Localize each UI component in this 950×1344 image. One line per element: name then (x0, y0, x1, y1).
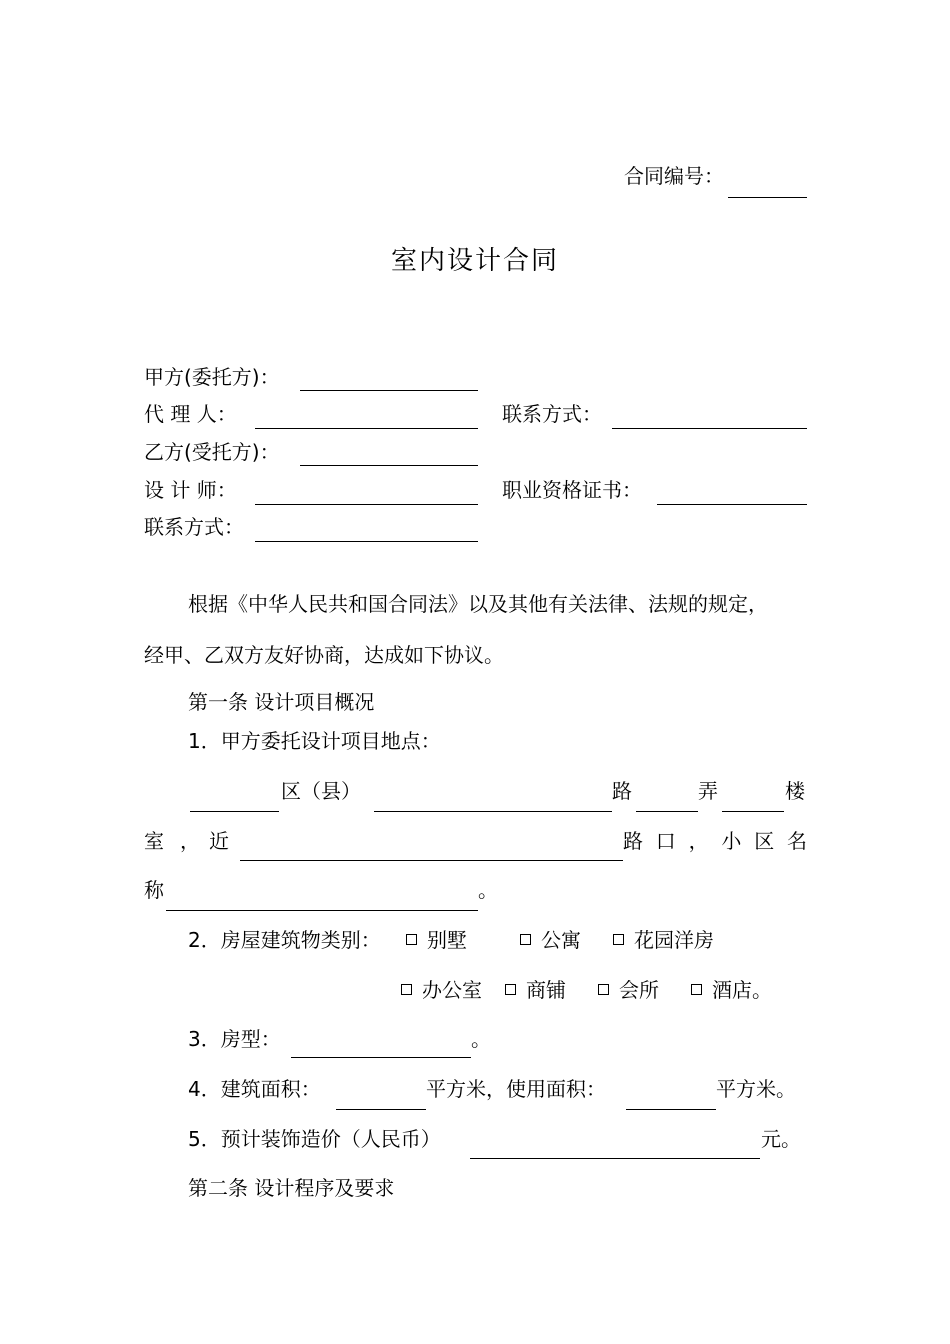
type-shop[interactable]: 商铺 (505, 978, 566, 1002)
contact-b-label: 联系方式： (144, 515, 244, 539)
junction-char: ， (688, 829, 709, 853)
type-office[interactable]: 办公室 (401, 978, 482, 1002)
party-a-field[interactable] (300, 390, 478, 391)
contract-number-field[interactable] (728, 197, 807, 198)
document-title: 室内设计合同 (390, 246, 559, 276)
item-1-label: 1．甲方委托设计项目地点： (188, 729, 441, 753)
contact-a-field[interactable] (612, 428, 807, 429)
item-3-end: 。 (471, 1027, 491, 1051)
type-hotel[interactable]: 酒店。 (691, 978, 772, 1002)
party-a-label: 甲方(委托方)： (144, 365, 280, 389)
junction-char: 小 (721, 829, 742, 853)
certificate-field[interactable] (657, 504, 807, 505)
certificate-label: 职业资格证书： (502, 478, 642, 502)
junction-char: 区 (754, 829, 775, 853)
checkbox-icon[interactable] (691, 984, 702, 995)
near-road-field[interactable] (240, 860, 623, 861)
item-2-label: 2．房屋建筑物类别： (188, 928, 381, 952)
article-1-heading: 第一条 设计项目概况 (188, 690, 375, 714)
name-label: 称 (144, 878, 164, 902)
road-field[interactable] (374, 811, 612, 812)
area-unit-label: 平方米。 (716, 1077, 796, 1101)
checkbox-icon[interactable] (406, 934, 417, 945)
type-apartment[interactable]: 公寓 (520, 928, 581, 952)
preamble-line-2: 经甲、乙双方友好协商，达成如下协议。 (144, 643, 504, 667)
address-comma: ， (180, 829, 200, 853)
designer-label: 设 计 师： (144, 478, 237, 502)
currency-unit-label: 元。 (761, 1127, 801, 1151)
preamble-line-1: 根据《中华人民共和国合同法》以及其他有关法律、法规的规定， (188, 592, 768, 616)
junction-char: 路 (623, 829, 643, 853)
junction-text (623, 829, 807, 853)
junction-char: 口 (655, 829, 676, 853)
usable-area-field[interactable] (626, 1109, 716, 1110)
checkbox-icon[interactable] (505, 984, 516, 995)
contract-number-label: 合同编号： (624, 164, 724, 188)
building-area-field[interactable] (336, 1109, 426, 1110)
district-label: 区（县） (281, 779, 361, 803)
item-4-label: 4．建筑面积： (188, 1077, 321, 1101)
checkbox-icon[interactable] (598, 984, 609, 995)
party-b-field[interactable] (300, 465, 478, 466)
party-b-label: 乙方(受托方)： (144, 440, 280, 464)
item-3-label: 3．房型： (188, 1027, 281, 1051)
checkbox-icon[interactable] (401, 984, 412, 995)
type-garden-house[interactable]: 花园洋房 (613, 928, 714, 952)
room-label: 室 (144, 829, 164, 853)
contact-a-label: 联系方式： (502, 402, 602, 426)
building-label: 楼 (785, 779, 805, 803)
checkbox-icon[interactable] (520, 934, 531, 945)
type-villa[interactable]: 别墅 (406, 928, 467, 952)
checkbox-icon[interactable] (613, 934, 624, 945)
near-label: 近 (209, 829, 229, 853)
floor-plan-field[interactable] (291, 1057, 471, 1058)
agent-label: 代 理 人： (144, 402, 237, 426)
lane-label: 弄 (698, 779, 718, 803)
junction-char: 名 (786, 829, 807, 853)
building-field[interactable] (722, 811, 784, 812)
lane-field[interactable] (636, 811, 698, 812)
article-2-heading: 第二条 设计程序及要求 (188, 1176, 395, 1200)
item-5-label: 5．预计装饰造价（人民币） (188, 1127, 441, 1151)
type-club[interactable]: 会所 (598, 978, 659, 1002)
district-field[interactable] (190, 811, 279, 812)
address-end: 。 (478, 878, 498, 902)
road-label: 路 (612, 779, 632, 803)
community-name-field[interactable] (166, 910, 478, 911)
usable-area-label: 平方米，使用面积： (426, 1077, 606, 1101)
cost-field[interactable] (470, 1158, 760, 1159)
designer-field[interactable] (255, 504, 478, 505)
agent-field[interactable] (255, 428, 478, 429)
contact-b-field[interactable] (255, 541, 478, 542)
